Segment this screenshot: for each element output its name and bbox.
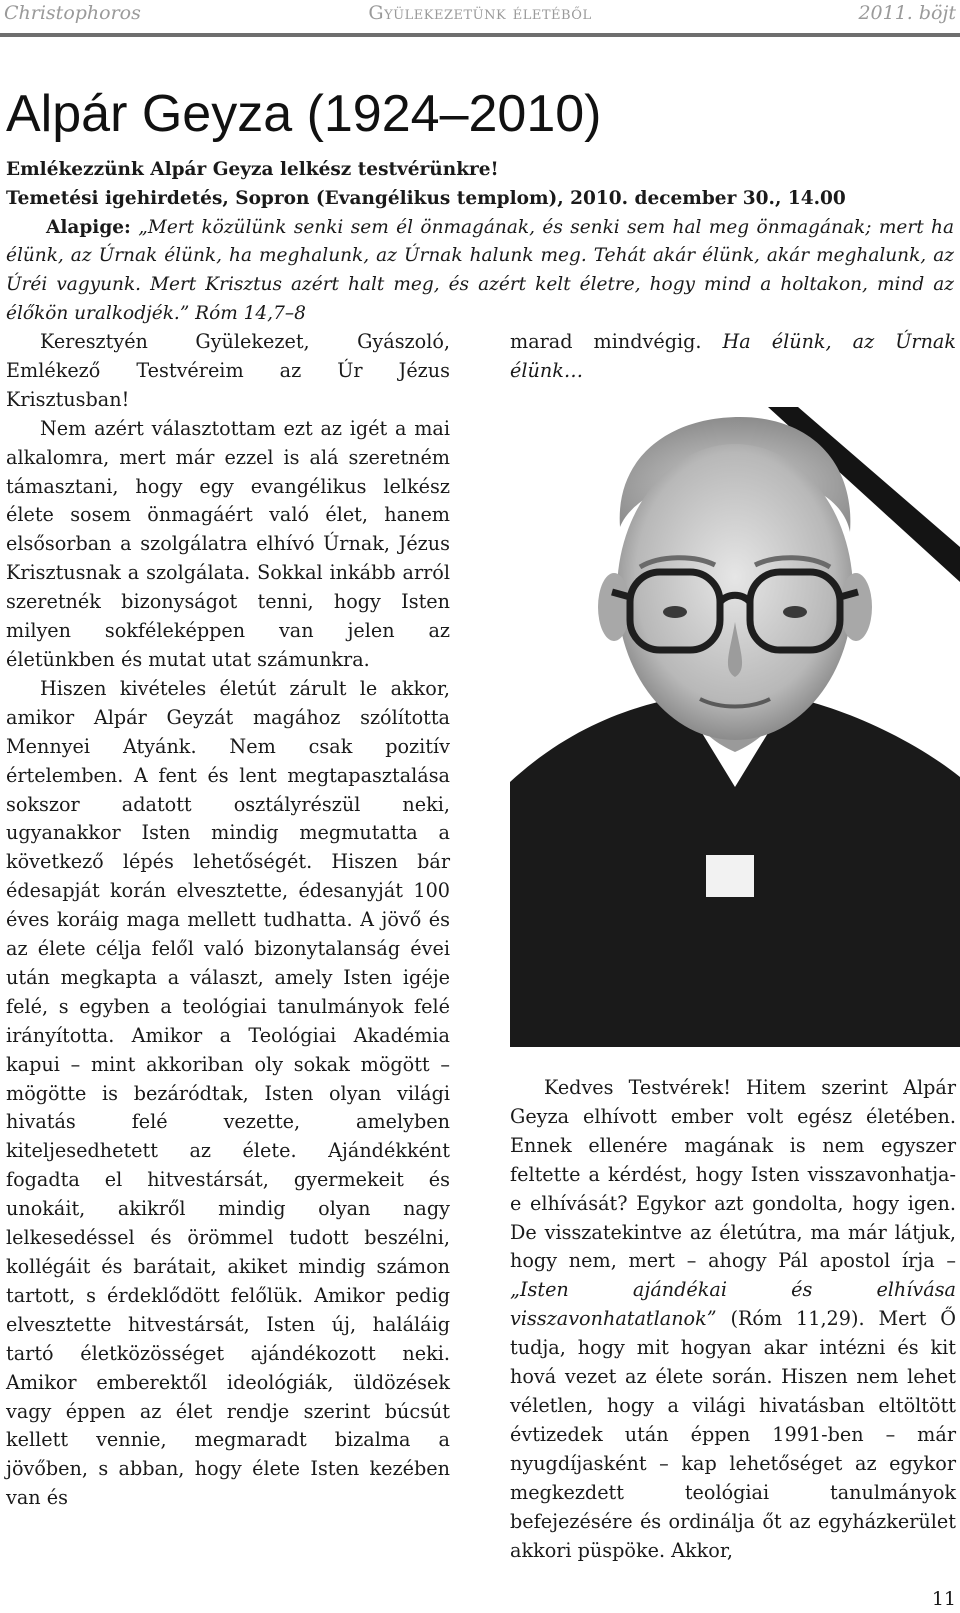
- intro-line-1: Emlékezzünk Alpár Geyza lelkész testvérünkre!: [6, 159, 499, 180]
- right-top-italic: Ha élünk, az Úrnak élünk…: [510, 330, 956, 382]
- right-column-top: [510, 328, 956, 386]
- header-journal-name: Christophoros: [4, 2, 141, 24]
- article-title: Alpár Geyza (1924–2010): [6, 85, 602, 143]
- right-column-bottom: [510, 1074, 956, 1565]
- paragraph-2: Nem azért választottam ezt az igét a mai alkalomra, mert már ezzel is alá szeretném támasztani, hogy egy evangélikus lelkész élete sosem önmagáért való élet, hanem elsősorban a szolgálatra elhívó Úrnak, Jézus Krisztusnak a szolgálata. Sokkal inkább arról szeretnék bizonyságot tenni, hogy Isten milyen sokféleképpen van jelen az életünkben és mutat utat számunkra.: [6, 416, 450, 671]
- portrait-illustration: [510, 407, 960, 1047]
- right-paragraph-part-b: Mert Ő tudja, hogy mit hogyan akar intézni és kit hová vezet az élete során. Hiszen nem lehet véletlen, hogy a világi hivatásban eltöltött évtizedek után éppen 1991-ben – már nyugdíjasként – kap lehetőséget az egykor megkezdett teológiai tanulmányok befejezésére és ordinálja őt az egyházkerület akkori püspöke. Akkor,: [510, 1307, 956, 1562]
- header-section-title: Gyülekezetünk életéből: [368, 2, 592, 24]
- clerical-collar: [706, 855, 754, 897]
- header-issue: 2011. böjt: [858, 2, 956, 24]
- paragraph-3: Hiszen kivételes életút zárult le akkor, amikor Alpár Geyzát magához szólította Mennyei Atyánk. Nem csak pozitív értelemben. A fent és lent megtapasztalása sokszor adatott osztályrészül neki, ugyanakkor Isten mindig megmutatta a következő lépés lehetőségét. Hiszen bár édesapját korán elvesztette, édesanyját 100 éves koráig maga mellett tudhatta. A jövő és az élete célja felől való bizonytalanság évei után megkapta a választ, amely Isten igéje felé, s egyben a teológiai tanulmányok felé irányította. Amikor a Teológiai Akadémia kapui – mint akkoriban oly sokak mögött – mögötte is bezáródtak, Isten olyan világi hivatás felé vezette, amelyben kiteljesedhetett az élete. Ajándékként fogadta el hitvestársát, gyermekeit és unokáit, akikről mindig olyan nagy lelkesedéssel és örömmel tudott beszélni, kollégáit és barátait, akiket mindig számon tartott, s érdeklődött felőlük. Amikor pedig elvesztette hitvestársát, Isten új, haláláig tartó életközösséget ajándékozott neki. Amikor emberektől ideológiák, üldözések vagy éppen az élet rendje szerint búcsút kellett vennie, megmaradt bizalma a jövőben, s abban, hogy élete Isten kezében van és: [6, 676, 450, 1510]
- right-top-text: marad mindvégig.: [510, 330, 702, 353]
- intro-line-2: Temetési igehirdetés, Sopron (Evangélikus templom), 2010. december 30., 14.00: [6, 187, 846, 209]
- running-header: [0, 0, 960, 34]
- alapige-text: „Mert közülünk senki sem él önmagának, és senki sem hal meg önmagának; mert ha élünk, az Úrnak élünk, ha meghalunk, az Úrnak halunk meg. Tehát akár élünk, akár meghalunk, az Úréi vagyunk. Mert Krisztus azért halt meg, és azért kelt életre, hogy mind a holtakon, mind az élőkön uralkodjék.” Róm 14,7–8: [6, 216, 954, 324]
- left-column: [6, 328, 450, 1513]
- article-intro: [6, 156, 954, 329]
- page-number: 11: [931, 1588, 956, 1610]
- alapige-label: Alapige:: [46, 216, 131, 238]
- right-paragraph-ref: (Róm 11,29).: [730, 1307, 865, 1331]
- header-rule: [0, 33, 960, 37]
- right-paragraph-quote: „Isten ajándékai és elhívása visszavonhatatlanok”: [510, 1278, 956, 1331]
- right-paragraph-part-a: Kedves Testvérek! Hitem szerint Alpár Geyza elhívott ember volt egész életében. Ennek ellenére magának is nem egyszer feltette a kérdést, hogy Isten visszavonhatja-e elhívását? Egykor azt gondolta, hogy igen. De visszatekintve az életútra, ma már látjuk, hogy nem, mert – ahogy Pál apostol írja –: [510, 1076, 956, 1273]
- paragraph-right: [510, 1074, 956, 1565]
- paragraph-greeting: Keresztyén Gyülekezet, Gyászoló, Emlékező Testvéreim az Úr Jézus Krisztusban!: [6, 330, 450, 411]
- portrait-photo: [510, 407, 960, 1047]
